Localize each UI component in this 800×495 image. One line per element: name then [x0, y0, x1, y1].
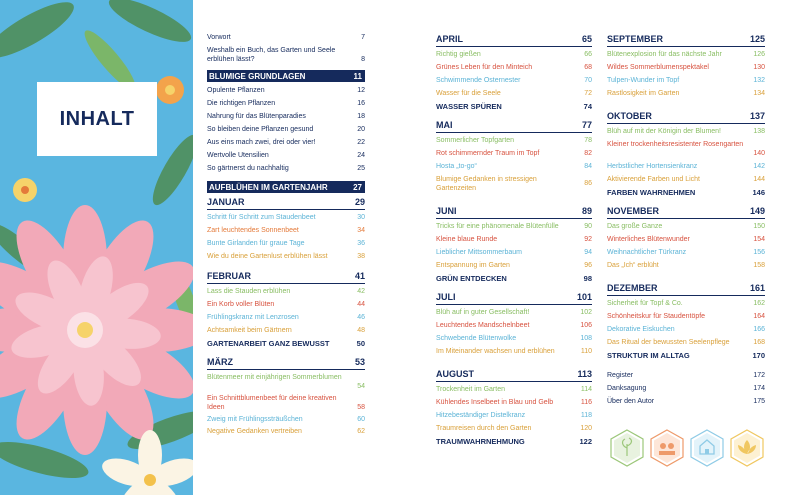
toc-entry[interactable]: [436, 136, 592, 145]
toc-entry-page: 38: [357, 253, 365, 260]
toc-entry[interactable]: [436, 261, 592, 270]
divider: [436, 304, 592, 305]
month-page: 161: [749, 283, 765, 293]
toc-entry-page: 156: [753, 249, 765, 256]
toc-entry[interactable]: [207, 287, 365, 296]
toc-entry-title: Bunte Girlanden für graue Tage: [207, 240, 305, 247]
toc-entry-title: Aktivierende Farben und Licht: [607, 176, 700, 183]
toc-entry-page: 116: [580, 399, 592, 406]
toc-entry-title: Wertvolle Utensilien: [207, 152, 269, 159]
toc-entry-page: 154: [753, 236, 765, 243]
toc-entry-page: 78: [584, 137, 592, 144]
toc-entry-page: 108: [580, 335, 592, 342]
toc-entry-page: 68: [584, 64, 592, 71]
toc-entry[interactable]: [607, 89, 765, 98]
toc-entry-title: Blütenexplosion für das nächste Jahr: [607, 51, 722, 58]
month-heading-august[interactable]: [436, 368, 592, 380]
toc-entry[interactable]: [436, 63, 592, 72]
toc-entry[interactable]: [607, 384, 765, 393]
section-heading-aufbluehen-im-gartenjahr[interactable]: [207, 181, 365, 193]
divider: [607, 46, 765, 47]
toc-entry[interactable]: [607, 127, 765, 136]
toc-entry-page: 16: [357, 100, 365, 107]
toc-entry-page: 72: [584, 90, 592, 97]
divider: [207, 209, 365, 210]
toc-entry-page: 58: [357, 404, 365, 411]
toc-entry-title: Das Ritual der bewussten Seelenpflege: [607, 339, 730, 346]
month-page: 113: [577, 369, 592, 379]
toc-entry-title: Lieblicher Mittsommerbaum: [436, 249, 522, 256]
toc-entry[interactable]: [207, 373, 365, 391]
toc-entry-title: Zweig mit Frühlingssträußchen: [207, 416, 303, 423]
toc-entry-page: 24: [357, 152, 365, 159]
toc-entry-page: 138: [753, 128, 765, 135]
toc-entry-page: 54: [357, 383, 365, 390]
month-heading-dezember[interactable]: [607, 282, 765, 294]
highlight-title: GARTENARBEIT GANZ BEWUSST: [207, 339, 330, 348]
highlight-title: FARBEN WAHRNEHMEN: [607, 188, 696, 197]
divider: [436, 132, 592, 133]
divider: [436, 381, 592, 382]
toc-entry-page: 90: [584, 223, 592, 230]
toc-entry-page: 7: [361, 34, 365, 41]
toc-entry[interactable]: [207, 86, 365, 95]
month-title: MAI: [436, 120, 453, 130]
toc-entry[interactable]: [207, 313, 365, 322]
toc-entry-title: Achtsamkeit beim Gärtnern: [207, 327, 292, 334]
page-title: INHALT: [59, 107, 135, 130]
toc-entry[interactable]: [607, 338, 765, 347]
toc-entry-title: Wie du deine Gartenlust erblühen lässt: [207, 253, 328, 260]
toc-entry-title: Negative Gedanken vertreiben: [207, 428, 302, 435]
month-page: 29: [354, 197, 365, 207]
toc-entry[interactable]: [207, 138, 365, 147]
month-page: 125: [749, 34, 765, 44]
toc-entry-title: Traumreisen durch den Garten: [436, 425, 532, 432]
toc-entry-title: Schwimmende Osternester: [436, 77, 521, 84]
toc-entry[interactable]: [607, 140, 765, 158]
month-page: 149: [749, 206, 765, 216]
contents-title-box: [37, 82, 157, 156]
month-heading-mai[interactable]: [436, 119, 592, 131]
toc-entry-page: 130: [753, 64, 765, 71]
toc-entry[interactable]: [207, 239, 365, 248]
highlight-page: 74: [583, 102, 592, 111]
toc-entry-title: Nahrung für das Blütenparadies: [207, 113, 306, 120]
toc-column-1: [207, 33, 365, 436]
toc-entry[interactable]: [207, 164, 365, 173]
toc-entry-title: Opulente Pflanzen: [207, 87, 265, 94]
toc-entry[interactable]: [207, 33, 365, 42]
toc-entry[interactable]: [607, 175, 765, 184]
toc-entry-page: 96: [584, 262, 592, 269]
month-heading-april[interactable]: [436, 33, 592, 45]
divider: [436, 218, 592, 219]
highlight-title: TRAUMWAHRNEHMUNG: [436, 437, 525, 446]
month-title: DEZEMBER: [607, 283, 658, 293]
toc-entry[interactable]: [607, 371, 765, 380]
highlight-page: 122: [579, 437, 592, 446]
highlight-entry[interactable]: [436, 101, 592, 112]
month-page: 53: [354, 357, 365, 367]
toc-entry-page: 92: [584, 236, 592, 243]
month-page: 89: [581, 206, 592, 216]
month-title: APRIL: [436, 34, 463, 44]
toc-entry-page: 134: [753, 90, 765, 97]
toc-entry-title: Weshalb ein Buch, das Garten und Seele erblühen lässt?: [207, 47, 336, 63]
toc-entry[interactable]: [207, 151, 365, 160]
toc-entry[interactable]: [436, 411, 592, 420]
toc-entry[interactable]: [436, 308, 592, 317]
toc-entry[interactable]: [207, 99, 365, 108]
toc-entry[interactable]: [607, 235, 765, 244]
toc-entry[interactable]: [607, 50, 765, 59]
highlight-title: WASSER SPÜREN: [436, 102, 502, 111]
toc-entry-title: Vorwort: [207, 34, 231, 41]
toc-entry-page: 126: [753, 51, 765, 58]
toc-entry-page: 142: [753, 163, 765, 170]
toc-entry-title: Wasser für die Seele: [436, 90, 501, 97]
toc-entry-title: Dekorative Eiskuchen: [607, 326, 675, 333]
toc-entry-page: 164: [753, 313, 765, 320]
divider: [207, 369, 365, 370]
toc-entry-title: Rastlosigkeit im Garten: [607, 90, 680, 97]
toc-entry-page: 30: [357, 214, 365, 221]
toc-entry-title: Sommerlicher Topfgarten: [436, 137, 515, 144]
highlight-entry[interactable]: [607, 350, 765, 361]
toc-entry[interactable]: [607, 63, 765, 72]
toc-entry[interactable]: [207, 326, 365, 335]
toc-entry-page: 110: [580, 348, 592, 355]
toc-entry-title: Im Miteinander wachsen und erblühen: [436, 348, 555, 355]
toc-entry-title: Tulpen-Wunder im Topf: [607, 77, 680, 84]
toc-column-3: [607, 33, 765, 406]
toc-entry-page: 132: [753, 77, 765, 84]
toc-entry[interactable]: [607, 397, 765, 406]
month-title: FEBRUAR: [207, 271, 251, 281]
toc-entry[interactable]: [207, 252, 365, 261]
toc-entry-page: 70: [584, 77, 592, 84]
toc-entry[interactable]: [436, 398, 592, 407]
toc-entry-title: Trockenheit im Garten: [436, 386, 505, 393]
toc-entry-page: 18: [357, 113, 365, 120]
highlight-entry[interactable]: [436, 436, 592, 447]
month-page: 65: [581, 34, 592, 44]
toc-entry-title: Blütenmeer mit einjährigen Sommerblumen: [207, 374, 342, 381]
section-title: BLUMIGE GRUNDLAGEN: [209, 71, 306, 81]
month-page: 77: [581, 120, 592, 130]
toc-entry-page: 46: [357, 314, 365, 321]
toc-entry-page: 22: [357, 139, 365, 146]
toc-entry-title: Winterliches Blütenwunder: [607, 236, 690, 243]
toc-entry-title: Das „Ich“ erblüht: [607, 262, 659, 269]
toc-entry-page: 102: [580, 309, 592, 316]
toc-entry[interactable]: [436, 162, 592, 171]
toc-entry-page: 48: [357, 327, 365, 334]
toc-entry-title: Blumige Gedanken in stressigen Gartenzeiten: [436, 176, 537, 192]
toc-entry[interactable]: [207, 213, 365, 222]
toc-entry[interactable]: [207, 415, 365, 424]
month-heading-januar[interactable]: [207, 196, 365, 208]
month-title: MÄRZ: [207, 357, 233, 367]
toc-entry-page: 36: [357, 240, 365, 247]
toc-entry-page: 62: [357, 428, 365, 435]
toc-entry-page: 118: [580, 412, 592, 419]
floral-artwork: [0, 0, 193, 495]
section-page: 11: [353, 71, 362, 81]
toc-entry[interactable]: [436, 385, 592, 394]
toc-entry-title: Leuchtendes Mandschelnbeet: [436, 322, 530, 329]
category-badges: [607, 428, 767, 468]
highlight-entry[interactable]: [607, 187, 765, 198]
toc-entry-page: 34: [357, 227, 365, 234]
section-title: AUFBLÜHEN IM GARTENJAHR: [209, 182, 328, 192]
toc-entry[interactable]: [436, 235, 592, 244]
toc-entry-page: 42: [357, 288, 365, 295]
toc-entry-title: Rot schimmernder Traum im Topf: [436, 150, 540, 157]
toc-entry[interactable]: [207, 46, 365, 64]
toc-entry[interactable]: [436, 222, 592, 231]
toc-entry-page: 166: [753, 326, 765, 333]
flower-bed-icon: [651, 430, 683, 466]
toc-entry[interactable]: [607, 299, 765, 308]
highlight-page: 50: [356, 339, 365, 348]
section-page: 27: [353, 182, 362, 192]
month-title: AUGUST: [436, 369, 474, 379]
toc-entry-title: Hosta „to-go“: [436, 163, 477, 170]
toc-entry[interactable]: [607, 76, 765, 85]
month-title: NOVEMBER: [607, 206, 660, 216]
toc-entry[interactable]: [207, 226, 365, 235]
divider: [607, 218, 765, 219]
toc-entry-page: 172: [753, 372, 765, 379]
toc-entry-page: 94: [584, 249, 592, 256]
toc-entry-title: Hitzebeständiger Distelkranz: [436, 412, 526, 419]
month-heading-november[interactable]: [607, 205, 765, 217]
toc-entry-page: 84: [584, 163, 592, 170]
divider: [607, 295, 765, 296]
toc-entry-page: 140: [753, 150, 765, 157]
toc-entry-title: Das große Ganze: [607, 223, 663, 230]
toc-entry-page: 106: [580, 322, 592, 329]
month-heading-februar[interactable]: [207, 270, 365, 282]
toc-entry-title: Ein Korb voller Blüten: [207, 301, 275, 308]
toc-entry-title: Grünes Leben für den Minteich: [436, 64, 533, 71]
highlight-title: STRUKTUR IM ALLTAG: [607, 351, 690, 360]
toc-entry-title: Danksagung: [607, 385, 647, 392]
toc-entry-page: 120: [580, 425, 592, 432]
highlight-title: GRÜN ENTDECKEN: [436, 274, 507, 283]
month-page: 137: [749, 111, 765, 121]
month-heading-maerz[interactable]: [207, 356, 365, 368]
toc-entry-title: Wildes Sommerblumenspektakel: [607, 64, 709, 71]
toc-entry[interactable]: [436, 149, 592, 158]
toc-entry-title: Richtig gießen: [436, 51, 481, 58]
toc-entry-page: 114: [580, 386, 592, 393]
divider: [436, 46, 592, 47]
month-title: OKTOBER: [607, 111, 652, 121]
toc-entry-title: Frühlingskranz mit Lenzrosen: [207, 314, 299, 321]
divider: [207, 283, 365, 284]
month-heading-oktober[interactable]: [607, 110, 765, 122]
toc-entry-page: 162: [753, 300, 765, 307]
toc-entry-page: 174: [753, 385, 765, 392]
toc-entry-page: 150: [753, 223, 765, 230]
month-title: JANUAR: [207, 197, 245, 207]
toc-entry-title: Kleiner trockenheitsresistenter Rosengarten: [607, 141, 744, 148]
house-icon: [691, 430, 723, 466]
toc-entry-title: Kleine blaue Runde: [436, 236, 498, 243]
toc-entry[interactable]: [436, 50, 592, 59]
floral-illustration: [0, 0, 193, 495]
highlight-page: 170: [752, 351, 765, 360]
plant-icon: [611, 430, 643, 466]
toc-entry[interactable]: [436, 89, 592, 98]
toc-entry[interactable]: [436, 175, 592, 193]
highlight-page: 98: [583, 274, 592, 283]
toc-entry[interactable]: [607, 261, 765, 270]
month-heading-juni[interactable]: [436, 205, 592, 217]
toc-entry-title: Weihnachtlicher Türkranz: [607, 249, 687, 256]
toc-entry-page: 82: [584, 150, 592, 157]
toc-entry-title: Schritt für Schritt zum Staudenbeet: [207, 214, 316, 221]
toc-entry[interactable]: [207, 112, 365, 121]
month-heading-juli[interactable]: [436, 291, 592, 303]
toc-entry-page: 12: [357, 87, 365, 94]
month-title: SEPTEMBER: [607, 34, 664, 44]
toc-entry[interactable]: [207, 427, 365, 436]
section-heading-blumige-grundlagen[interactable]: [207, 70, 365, 82]
month-title: JULI: [436, 292, 456, 302]
toc-entry-page: 20: [357, 126, 365, 133]
toc-entry-title: Schwebende Blütenwolke: [436, 335, 517, 342]
toc-entry[interactable]: [436, 424, 592, 433]
toc-entry-page: 86: [584, 180, 592, 187]
toc-entry-title: Kühlendes Inselbeet in Blau und Gelb: [436, 399, 554, 406]
toc-entry-title: Sicherheit für Topf & Co.: [607, 300, 683, 307]
highlight-page: 146: [752, 188, 765, 197]
toc-entry[interactable]: [436, 321, 592, 330]
month-title: JUNI: [436, 206, 457, 216]
toc-entry-title: Tricks für eine phänomenale Blütenfülle: [436, 223, 559, 230]
highlight-entry[interactable]: [436, 273, 592, 284]
toc-entry-title: Lass die Stauden erblühen: [207, 288, 291, 295]
toc-entry-title: Aus eins mach zwei, drei oder vier!: [207, 139, 316, 146]
toc-entry-page: 158: [753, 262, 765, 269]
toc-entry-page: 60: [357, 416, 365, 423]
toc-entry-title: Zart leuchtendes Sonnenbeet: [207, 227, 299, 234]
toc-entry-title: Schönheitskur für Staudentöpfe: [607, 313, 706, 320]
toc-entry-page: 144: [753, 176, 765, 183]
highlight-entry[interactable]: [207, 338, 365, 349]
toc-entry[interactable]: [207, 394, 365, 412]
toc-entry[interactable]: [607, 325, 765, 334]
lotus-icon: [731, 430, 763, 466]
toc-entry[interactable]: [436, 347, 592, 356]
toc-entry[interactable]: [607, 222, 765, 231]
toc-entry-page: 168: [753, 339, 765, 346]
toc-entry-title: Herbstlicher Hortensienkranz: [607, 163, 698, 170]
month-heading-september[interactable]: [607, 33, 765, 45]
toc-entry-title: So bleiben deine Pflanzen gesund: [207, 126, 314, 133]
toc-entry[interactable]: [607, 312, 765, 321]
toc-entry-title: Entspannung im Garten: [436, 262, 510, 269]
toc-entry[interactable]: [207, 300, 365, 309]
toc-entry-title: Die richtigen Pflanzen: [207, 100, 276, 107]
toc-entry-page: 175: [753, 398, 765, 405]
toc-entry[interactable]: [436, 334, 592, 343]
toc-entry[interactable]: [207, 125, 365, 134]
toc-entry-page: 66: [584, 51, 592, 58]
toc-entry-title: Ein Schnittblumenbeet für deine kreativen Ideen: [207, 395, 337, 411]
toc-column-2: [436, 33, 592, 447]
toc-entry-title: Über den Autor: [607, 398, 655, 405]
toc-entry[interactable]: [436, 248, 592, 257]
toc-entry-page: 44: [357, 301, 365, 308]
toc-entry-page: 8: [361, 56, 365, 63]
month-page: 41: [354, 271, 365, 281]
month-page: 101: [576, 292, 592, 302]
toc-entry-title: Register: [607, 372, 634, 379]
toc-entry-page: 25: [357, 165, 365, 172]
toc-entry-title: Blüh auf mit der Königin der Blumen!: [607, 128, 722, 135]
toc-entry-title: Blüh auf in guter Gesellschaft!: [436, 309, 530, 316]
divider: [607, 123, 765, 124]
toc-entry[interactable]: [607, 248, 765, 257]
toc-entry-title: So gärtnerst du nachhaltig: [207, 165, 289, 172]
toc-entry[interactable]: [436, 76, 592, 85]
toc-entry[interactable]: [607, 162, 765, 171]
